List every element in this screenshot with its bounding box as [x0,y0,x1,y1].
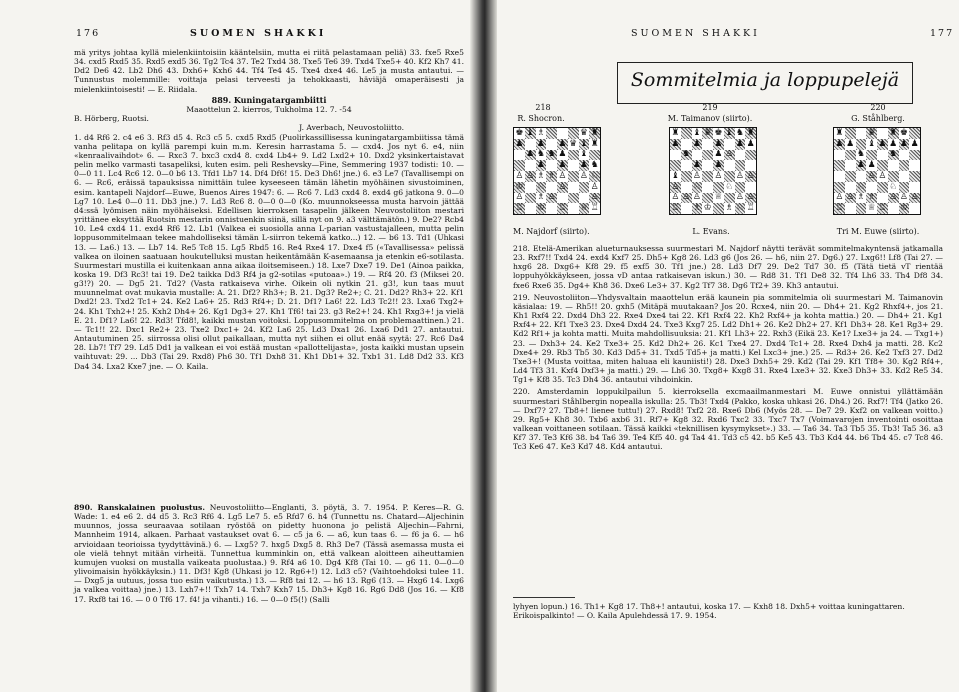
chess-square: ♟ [526,149,535,160]
chess-square: ♟ [878,138,887,149]
chess-square [681,139,692,150]
chess-square [568,150,579,161]
chess-square: ♛ [867,128,876,138]
chess-square: ♙ [910,192,919,203]
chess-square: ♘ [692,181,701,192]
diagram-number: 220 [870,103,886,112]
chess-square [681,182,692,193]
page-number: 176 [76,28,101,39]
chess-square [557,193,568,204]
chess-square [856,128,867,139]
paragraph: mä yritys johtaa kyllä mielenkiintoisiin kääntelsiin, mutta ei riitä pelastamaan peliä) 33. fxe5 Rxe5 34. cxd5 Rxd5 35. Rxd5 exd5 36. Tg2 Tc4 37. Te2 Txd4 38. Txe5 Te6 39. Txd4 Txe5+ 40. Kf2 Kh7 41. Dd2 De6 42. Lb2 Dh6 43. Dxh6+ Kxh6 44. Tf4 Te4 45. Txe4 dxe4 46. Le5 ja musta antautui. — Tunnustus molemmille: voittaja pelasi terveesti ja tehokkaasti, häviäjä omaperäisesti ja mielenkiintoisesti! — E. Riidala. [74,48,464,94]
chess-square: ♙ [558,171,567,181]
chess-square: ♟ [735,138,744,149]
chess-square [834,160,845,171]
chess-square: ♟ [536,138,545,149]
chess-square: ♖ [746,203,755,214]
chess-square: ♟ [714,138,723,149]
chess-square: ♝ [579,138,588,149]
chess-square: ♜ [590,138,599,149]
chess-square [899,150,910,161]
chess-square: ♕ [714,192,723,203]
chess-square [525,193,536,204]
chess-square [713,182,724,193]
chess-square: ♚ [714,128,723,138]
chess-square [568,182,579,193]
chess-square [877,160,888,171]
chess-square: ♟ [846,138,855,149]
chess-square [834,150,845,161]
chess-square [568,128,579,139]
page-number: 177 [930,28,955,39]
game-heading: 889. Kuningatargambiitti [211,95,327,105]
chess-square [514,150,525,161]
chess-square [735,182,746,193]
chess-square [877,128,888,139]
chess-square [681,171,692,182]
chess-square [899,182,910,193]
right-page [497,0,959,692]
chess-square [713,203,724,214]
book-gutter [470,0,497,692]
chess-square: ♝ [725,128,734,138]
chess-square: ♘ [590,171,599,181]
chess-square: ♙ [558,181,567,192]
chess-square: ♝ [671,171,680,181]
game-body: Neuvostoliitto—Englanti, 3. pöytä, 3. 7. 1954. P. Keres—R. G. Wade: 1. e4 e6 2. d4 d5 3. Rc3 Rf6 4. Lg5 Le7 5. e5 Rfd7 6. h4 (Tunnettu ns. Chatard—Aljechinin muunnos, jossa seuraavaa sotilaan ryöstöä on pidetty huonona jo pelistä Aljechin—Fahrni, Mannheim 1914, alkaen. Parhaat vastaukset ovat 6. — c5 ja 6. — a6, kun taas 6. — f6 ja 6. — h6 arvioidaan teorioissa tyydyttävinä.) 6. — Lxg5? 7. hxg5 Dxg5 8. Rh3 De7 (Tässä asemassa musta ei ole vielä tehnyt mitään virheitä. Tunnettua kumminkin on, että valkean aloitteen aiheuttamien kumujen vuoksi on mustalla vaikeata puolustaa.) 9. Rf4 a6 10. Dg4 Kf8 (Tai 10. — g6 11. 0—0—0 ylivoimaisin hyökkäyksin.) 11. Df3! Kg8 (Uhkasi jo 12. Rg6+!) 12. Ld3 c5? (Vaihtoehdoksi tulee 11. — Dxg5 ja uutuus, jossa tuo esiin vaikutusta.) 13. — Rf8 tai 12. — h6 13. Rg6 (13. — Hxg6 14. Lxg6 ja valkea voittaa) jne.) 13. Lxh7+!! Txh7 14. Txh7 Kxh7 15. Dh3+ Kg8 16. Rg6 Dd8 (Jos 16. — Kf8 17. Rxf8 tai 16. — 0 0 Tf6 17. f4! ja vihanti.) 16. — 0—0 f5(!) (Salli [74,503,464,604]
chess-square: ♞ [536,149,545,160]
chess-square: ♞ [590,160,599,171]
chess-square: ♖ [835,203,844,214]
chess-square [724,171,735,182]
chess-square: ♝ [579,149,588,160]
game-text [74,503,464,604]
white-player: B. Hörberg, Ruotsi. [74,114,149,124]
chess-square [546,182,557,193]
chess-square: ♜ [835,128,844,138]
chess-square [845,182,856,193]
chess-square: ♙ [682,192,691,203]
chess-square: ♕ [579,203,588,214]
chess-square: ♙ [899,192,908,203]
game-event: Maaottelun 2. kierros, Tukholma 12. 7. -54 [186,105,352,115]
chess-square: ♝ [867,138,876,149]
chess-square [568,160,579,171]
chess-square: ♘ [536,181,545,192]
running-head: SUOMEN SHAKKI [631,28,760,39]
chess-square [909,182,920,193]
chess-square: ♙ [515,171,524,181]
chess-square [724,160,735,171]
chess-square: ♞ [547,149,556,160]
chess-square: ♟ [579,160,588,171]
chess-square: ♟ [692,138,701,149]
chess-square [899,171,910,182]
chess-square [856,203,867,214]
chess-square: ♛ [703,128,712,138]
chess-square [834,182,845,193]
chess-square: ♗ [692,203,701,214]
chess-square [702,139,713,150]
chess-square: ♞ [889,149,898,160]
chess-square: ♟ [910,138,919,149]
chess-square: ♙ [526,171,535,181]
chess-square: ♟ [899,138,908,149]
chess-square [845,203,856,214]
chess-square [525,160,536,171]
chess-square: ♙ [878,171,887,181]
game-889 [74,96,464,371]
diagram-number: 219 [702,103,718,112]
diagram-source: M. Taimanov (siirto). [667,114,753,123]
chess-square [670,160,681,171]
paragraph: 218. Etelä-Amerikan alueturnauksessa suurmestari M. Najdorf näytti terävät sommitelmakyntensä jatkamalla 23. Rxf7!! Txd4 24. exd4 Kxf7 25. Dh5+ Kg8 26. Ld3 g6 (Jos 26. — h6, niin 27. Dg6.) 27. Lxg6!! Lf8 (Tai 27. — hxg6 28. Dxg6+ Kf8 29. f5 exf5 30. Tf1 jne.) 28. Ld3 Df7 29. De2 Td7 30. f5 (Tätä tietä vT rientää loppuhyökkäykseen, jossa vD antaa ratkaisevan iskun.) 30. — Rd8 31. Tf1 De8 32. Tf4 Lh6 33. Th4 Df8 34. fxe6 Rxe6 35. Dg4+ Kh8 36. Dxe6 Le3+ 37. Kg2 Tf7 38. Dg6 Tf2+ 39. Kh3 antautui. [513,244,943,290]
chess-square [735,160,746,171]
chess-square: ♖ [558,203,567,214]
chess-square [909,160,920,171]
chess-square: ♔ [536,203,545,214]
chess-square: ♟ [867,160,876,171]
chess-square: ♞ [682,149,691,160]
chess-square: ♜ [889,128,898,138]
chess-square [546,203,557,214]
chess-square: ♙ [590,192,599,203]
chess-square: ♜ [746,128,755,138]
chess-square: ♟ [746,138,755,149]
chess-square [681,128,692,139]
chess-square: ♗ [536,171,545,181]
chess-square: ♟ [536,160,545,171]
chess-square [681,160,692,171]
chess-square [702,171,713,182]
chess-square: ♘ [735,203,744,214]
chess-square [877,182,888,193]
chess-square: ♟ [558,160,567,171]
paragraph: 219. Neuvostoliiton—Yhdysvaltain maaottelun erää kaunein pia sommitelmia oli suurmestari M. Taimanovin käsialaa: 19. — Rh5!! 20. gxh5 (Mitäpä muutakaan? Jos 20. Rcxe4, niin 20. — Dh4+ 21. Kg2 Rhxf4+, jos 21. Kh1 Rxf4 22. Dxd4 Dh3 22. Rxe4 Dxe4 tai 22. Kf1 Rxf4 22. Kh2 Rxf4+ ja kohta mattia.) 20. — Dh4+ 21. Kg1 Rxf4+ 22. Kf1 Txe3 23. Dxe4 Dxd4 24. Txe3 Kxg7 25. Ld2 Dh1+ 26. Ke2 Dh2+ 27. Kf1 Dh3+ 28. Ke1 Rg3+ 29. Kd2 Rf1+ ja kohta matti. Muita mahdollisuuksia: 21. Kf1 Lh3+ 22. Rxh3 (Eikä 23. Ke1? Lxe3+ ja 24. — Txg1+) 23. — Dxh3+ 24. Ke2 Txe3+ 25. Kd2 Dh2+ 26. Kc1 Txe4 27. Dxd4 Tc1+ 28. Rxe4 Dxh4 ja matti. 28. Kc2 Dxe4+ 29. Rb3 Tb5 30. Kd3 Dd5+ 31. Txd5 Td5+ ja matti.) Kel Lxc3+ jne.) 25. — Rd3+ 26. Ke2 Txf3 27. Dd2 Txe3+! (Musta voittaa, miten haluaa eli kauniisti!) 28. Dxe3 Dxh5+ 29. Kd2 (Tai 29. Kf1 Tf8+ 30. Kg2 Rf4+, Ld4 Tf3 31. Kxf4 Dxf3+ ja matti.) 29. — Lh6 30. Txg8+ Kxg8 31. Rxe4 Lxe3+ 32. Kxe3 Dh3+ 33. Kd2 Re5 34. Tg1+ Kf8 35. Tc3 Dh4 36. antautui vihdoinkin. [513,292,943,385]
chess-square: ♝ [526,128,535,138]
chess-square: ♞ [856,149,865,160]
chess-square: ♙ [547,192,556,203]
chess-diagram-218 [513,127,601,215]
chess-square [877,193,888,204]
diagram-caption: L. Evans. [692,227,730,236]
chess-square: ♙ [746,171,755,181]
chess-square: ♟ [856,160,865,171]
chess-square [909,171,920,182]
chess-square: ♟ [835,138,844,149]
section-title: Sommitelmia ja loppupelejä [630,69,900,91]
chess-square: ♘ [725,181,734,192]
chess-square [724,193,735,204]
chess-square [888,203,899,214]
chess-square: ♜ [671,128,680,138]
chess-square [589,150,600,161]
chess-square: ♔ [515,181,524,192]
game-conclusion-text [74,48,464,94]
chess-square [546,160,557,171]
chess-square: ♖ [590,203,599,214]
chess-square: ♟ [671,138,680,149]
chess-square [681,203,692,214]
chess-square [702,160,713,171]
chess-diagram-220 [833,127,921,215]
chess-square: ♘ [889,181,898,192]
chess-square [546,128,557,139]
chess-diagram-219 [669,127,757,215]
chess-square [568,203,579,214]
chess-square: ♙ [714,171,723,181]
chess-square: ♙ [889,192,898,203]
chess-square: ♟ [714,149,723,160]
paragraph: 220. Amsterdamin loppukilpailun 5. kierroksella excmaailmanmestari M. Euwe onnistui yllättämään suurmestari Ståhlbergin nopealla iskulla: 25. Tb3! Txd4 (Pakko, koska uhkasi 26. Dh4.) 26. Rxf7! Tf4 (Jatko 26. — Dxf7? 27. Tb8+! lienee tuttu!) 27. Rxd8! Txf2 28. Rxe6 Db6 (Myös 28. — De7 29. Kxf2 on valkean voitto.) 29. Rg5+ Kh8 30. Txb6 axb6 31. Rf7+ Kg8 32. Rxd6 Txc2 33. Txc7 Tx7 (Voimavarojen inventointi osoittaa valkean voittaneen sotilaan. Tässä kaikki «teknillisen kysymykset».) 33. — Ta6 34. Ta3 Tb5 35. Tb3! Ta5 36. a3 Kf7 37. Te3 Kf6 38. b4 Ta6 39. Te4 Kf5 40. g4 Ta4 41. Td3 c5 42. b5 Ke5 43. Tb3 Kd4 44. b6 Tb4 45. c7 Tc8 46. Tc3 Ke6 47. Ke3 Kd7 48. Kd4 antautui. [513,387,943,452]
chess-square: ♗ [867,192,876,203]
left-page [0,0,470,692]
chess-square: ♗ [536,128,545,138]
chess-square [702,150,713,161]
chess-square: ♕ [867,203,876,214]
game-890 [74,503,464,604]
diagram-source: R. Shocron. [517,114,565,123]
chess-square: ♟ [692,160,701,171]
game-heading: 890. Ranskalainen puolustus. [74,503,205,512]
chess-square: ♙ [725,149,734,160]
chess-square: ♖ [671,203,680,214]
chess-square: ♙ [590,181,599,192]
chess-square: ♘ [856,181,865,192]
chess-square [745,182,756,193]
chess-square [866,150,877,161]
chess-square [888,171,899,182]
running-head: SUOMEN SHAKKI [190,28,327,39]
chess-square [579,193,590,204]
diagram-caption: M. Najdorf (siirto). [513,227,590,236]
chess-square: ♙ [515,192,524,203]
section-title-frame [617,62,913,104]
footnote-rule [513,597,575,598]
chess-square: ♖ [878,203,887,214]
chess-square: ♙ [835,192,844,203]
chess-square: ♚ [515,128,524,138]
chess-square [866,182,877,193]
chess-square [877,150,888,161]
chess-square: ♟ [714,160,723,171]
chess-square [514,160,525,171]
chess-square: ♙ [671,181,680,192]
chess-square: ♙ [579,171,588,181]
chess-square: ♗ [725,203,734,214]
chess-square: ♖ [515,203,524,214]
chess-square: ♙ [746,192,755,203]
chess-square [909,128,920,139]
chess-square [909,203,920,214]
chess-square: ♗ [547,171,556,181]
chess-square: ♙ [671,192,680,203]
chess-square [909,150,920,161]
chess-square: ♙ [867,171,876,181]
chess-square: ♛ [569,138,578,149]
chess-square [692,150,703,161]
chess-square [568,171,579,182]
chess-square: ♙ [692,192,701,203]
chess-square: ♟ [515,138,524,149]
chess-square [856,139,867,150]
chess-square [845,128,856,139]
solutions-text [513,244,943,451]
chess-square: ♟ [558,149,567,160]
chess-square: ♙ [692,171,701,181]
chess-square [845,160,856,171]
chess-square: ♗ [536,192,545,203]
chess-square [735,150,746,161]
chess-square [670,150,681,161]
chess-square [546,139,557,150]
chess-square [557,128,568,139]
chess-square [525,203,536,214]
chess-square [888,160,899,171]
chess-square [745,150,756,161]
chess-square [899,160,910,171]
footnote: lyhyen lopun.) 16. Th1+ Kg8 17. Th8+! antautui, koska 17. — Kxh8 18. Dxh5+ voittaa kuningattaren. Erikoispalkinto! — O. Kaila Apulehdessä 17. 9. 1954. [513,602,905,621]
diagram-source: G. Ståhlberg. [851,114,905,123]
chess-square: ♜ [590,128,599,138]
chess-square [579,182,590,193]
chess-square: ♙ [846,192,855,203]
chess-square: ♔ [899,203,908,214]
chess-square [702,193,713,204]
chess-square [525,182,536,193]
chess-square: ♝ [692,128,701,138]
diagram-caption: Tri M. Euwe (siirto). [836,227,920,236]
chess-square: ♞ [735,128,744,138]
chess-square: ♙ [735,192,744,203]
chess-square: ♔ [703,203,712,214]
chess-square [702,182,713,193]
chess-square [724,139,735,150]
chess-square [834,171,845,182]
chess-square: ♟ [889,138,898,149]
chess-square [845,171,856,182]
chess-square: ♙ [735,171,744,181]
chess-square: ♛ [579,128,588,138]
game-moves: 1. d4 Rf6 2. c4 e6 3. Rf3 d5 4. Rc3 c5 5. cxd5 Rxd5 (Puolirkassillisessa kuningatargambiitissa tämä vanha pelitapa on kyllä parempi kuin m.m. Keresin harrastama 5. — cxd4. Jos nyt 6. e4, niin «kenraalivaihdot» 6. — Rxc3 7. bxc3 cxd4 8. cxd4 Lb4+ 9. Ld2 Lxd2+ 10. Dxd2 yksinkertaistavat pelin melko varmasti tasapeliksi, kuten esim. peli Reshevsky—Fine, Semmering 1937 todisti: 10. — 0—0 11. Lc4 Rc6 12. 0—0 b6 13. Tfd1 Lb7 14. Df4 Df6! 15. De3 Dh6! jne.) 6. e3 Le7 (Tavallisempi on 6. — Rc6, eräissä tapauksissa nimittäin tulee kyseeseen tämän lähetin myöhäinen sivustoiminen, esim. kantapeli Najdorf—Euwe, Buenos Aires 1947: 6. — Rc6 7. Ld3 cxd4 8. exd4 g6 jatkona 9. 0—0 Lg7 10. Le4 0—0 11. Db3 jne.) 7. Ld3 Rc6 8. 0—0 0—0 (Ko. muunnokseessa musta harvoin jättää d4:ssä lyömisen näin myöhäiseksi. Edellisen kierroksen tasapelin jälkeen Neuvostoliiton mestari yrittänee eksyttää Ruotsin mestarin onnistuenkin siinä, sillä nyt on 9. a3 välttämätön.) 9. De2? Rcb4 10. Le4 cxd4 11. exd4 Rf6 12. Lb1 (Valkea ei suosiolla anna L-parian vastustajalleen, mutta pelin loppusommitelmaan tekee mahdolliseksi tämän L-siirron tekemä katko...) 12. — b6 13. Td1 (Uhkasi 13. — La6.) 13. — Lb7 14. Re5 Tc8 15. Lg5 Rbd5 16. Re4 Rxe4 17. Dxe4 f5 («Tavallisessa» pelissä valkea on iloinen saatuaan houkutelluksi mustan heikentämään K-asemaansa ja etenkin e6-sotilasta. Suurmestari mustilla ei kuitenkaan anna aikaa iloitsemiseen.) 18. Lxe7 Dxe7 19. De1 (Ainoa paikka, koska 19. Df3 Rc3! tai 19. De2 taikka Dd3 Rf4 ja g2-sotilas «putoaa».) 19. — Rf4 20. f3 (Miksei 20. g3!?) 20. — Dg5 21. Td2? (Vasta ratkaiseva virhe. Oikein oli nytkin 21. g3!, kun taas muut muunnelmat ovat mukavia mustalle: A. 21. Df2? Rh3+; B. 21. Dg3? Re2+; C. 21. Dd2? Rh3+ 22. Kf1 Dxd2! 23. Txd2 Tc1+ 24. Ke2 La6+ 25. Rd3 Rf4+; D. 21. Df1? La6! 22. Ld3 Tc2!! 23. Lxa6 Txg2+ 24. Kh1 Txh2+! 25. Kxh2 Dh4+ 26. Kg1 Dg3+ 27. Kh1 Tf6! tai 23. g3 Re2+! 24. Kh1 Rxg3+! ja vielä E. 21. Df1? La6! 22. Rd3! Tfd8!, kaikki mustan voitoksi. Loppusommitelma on problemaattinen.) 21. — Tc1!! 22. Dxc1 Re2+ 23. Txe2 Dxc1+ 24. Kf2 La6 25. Ld3 Dxa1 26. Lxa6 Dd1 27. antautui. Antautuminen 25. siirrossa olisi ollut paikallaan, mutta nyt siihen ei ollut enää syytä: 27. Rc6 Da4 28. Lb7! Tf7 29. Ld5 Dd1 ja valkean ei voi estää mustan «pallottelijasta», josta kaikki mustan upsein vaihtuvat: 29. ... Db3 (Tai 29. Rxd8) Ph6 30. Tf1 Dxh8 31. Kh1 Db1+ 32. Txb1 31. Ld8 Dd2 33. Kf3 Da4 34. Lxa2 Kxe7 jne. — O. Kaila. [74,132,464,371]
chess-square: ♚ [899,128,908,138]
chess-square: ♟ [558,138,567,149]
chess-square [525,139,536,150]
black-player: J. Averbach, Neuvostoliitto. [299,123,404,133]
diagram-number: 218 [535,103,551,112]
chess-square [568,193,579,204]
chess-square [845,150,856,161]
chess-square [856,171,867,182]
chess-square [745,160,756,171]
chess-square: ♗ [856,192,865,203]
